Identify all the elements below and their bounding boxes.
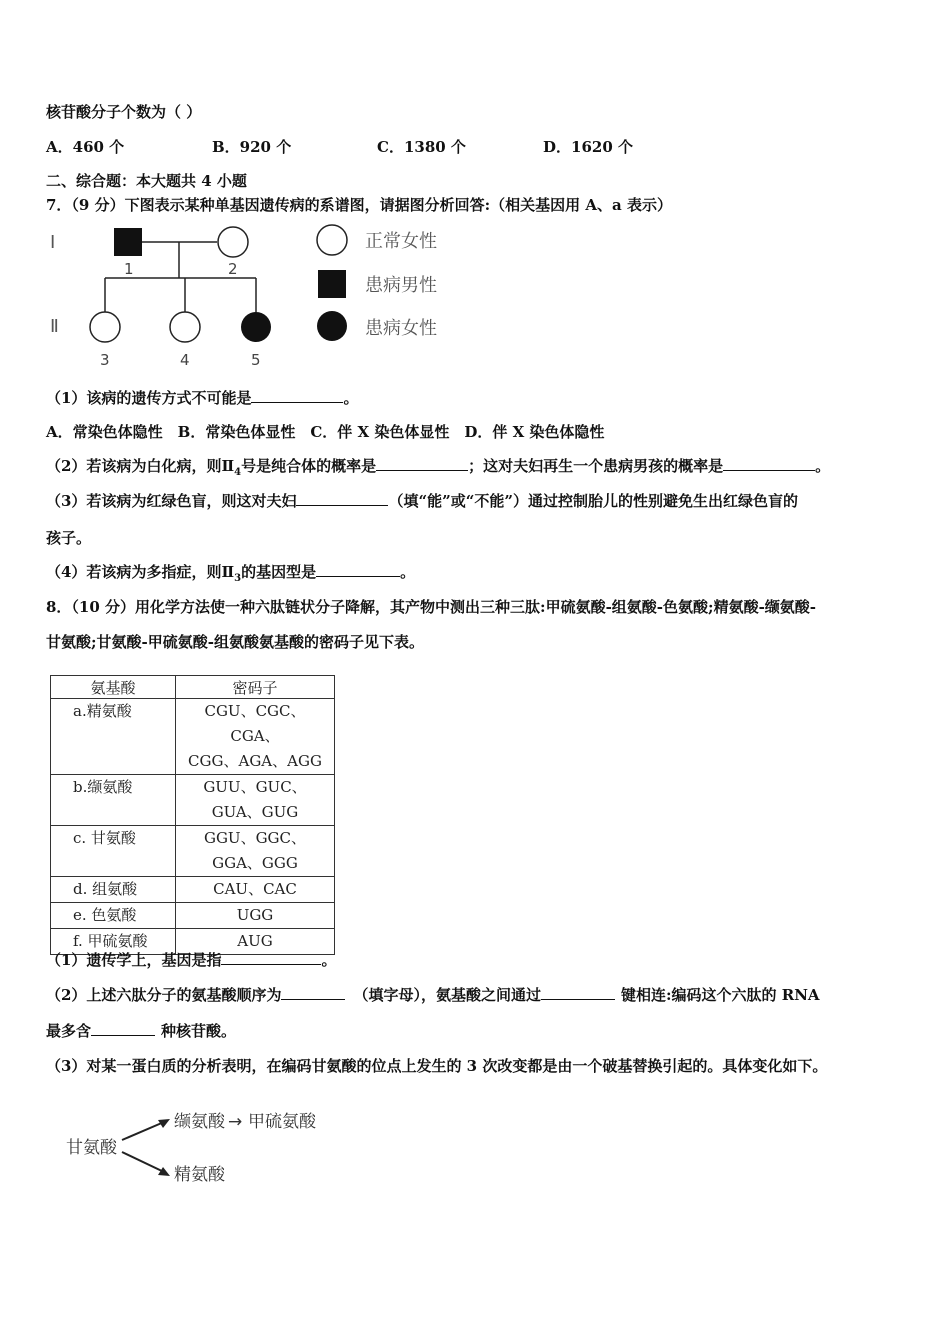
subscript: 3 — [234, 573, 242, 584]
codon-line: CGU、CGC、CGA、 — [204, 702, 306, 745]
pedigree-chart — [40, 222, 480, 372]
answer-blank[interactable] — [281, 985, 345, 1000]
answer-blank[interactable] — [316, 562, 400, 577]
answer-blank[interactable] — [376, 456, 468, 471]
methionine-label: 甲硫氨酸 — [248, 1112, 316, 1132]
individual-5-number: 5 — [251, 351, 261, 369]
q7-part-1-options: A．常染色体隐性 B．常染色体显性 C．伴 X 染色体显性 D．伴 X 染色体隐性 — [46, 423, 605, 441]
legend-affected-male-label: 患病男性 — [365, 275, 437, 296]
normal-female-2 — [218, 227, 248, 257]
q8-part-1-end: 。 — [321, 951, 337, 969]
q6-option-c: C．1380 个 — [377, 138, 466, 156]
q7-part-2-text-b: 号是纯合体的概率是 — [241, 457, 377, 475]
affected-male-1 — [114, 228, 142, 256]
codon-line: GGU、GGC、 — [203, 829, 307, 847]
normal-female-3 — [90, 312, 120, 342]
table-row — [51, 775, 335, 826]
legend-affected-female-label: 患病女性 — [365, 318, 437, 339]
answer-blank[interactable] — [91, 1021, 155, 1036]
q8-stem-line-2: 甘氨酸;甘氨酸-甲硫氨酸-组氨酸氨基酸的密码子见下表。 — [46, 633, 424, 651]
q7-part-2 — [46, 456, 830, 483]
q8-stem-line-1: 8．（10 分）用化学方法使一种六肽链状分子降解，其产物中测出三种三肽:甲硫氨酸-组氨酸-色氨酸;精氨酸-缬氨酸- — [46, 598, 817, 616]
answer-blank[interactable] — [296, 491, 388, 506]
arginine-label: 精氨酸 — [174, 1165, 225, 1185]
generation-2-label: Ⅱ — [50, 316, 59, 337]
q8-part-2 — [46, 985, 820, 1005]
amino-acid-cell: e. 色氨酸 — [51, 903, 176, 929]
q7-part-4-text-a: （4）若该病为多指症，则Ⅱ — [46, 563, 235, 581]
amino-acid-cell: a.精氨酸 — [51, 699, 176, 775]
codon-cell: UGG — [176, 903, 335, 929]
table-row — [51, 826, 335, 877]
codon-cell: CAU、CAC — [176, 877, 335, 903]
codon-line: GUA、GUG — [211, 803, 299, 821]
q7-part-2-text-a: （2）若该病为白化病，则Ⅱ — [46, 457, 235, 475]
q8-part-1 — [46, 950, 336, 970]
q7-part-4-end: 。 — [400, 563, 416, 581]
q8-part-3: （3）对某一蛋白质的分析表明，在编码甘氨酸的位点上发生的 3 次改变都是由一个破基替换引起的。具体变化如下。 — [46, 1057, 828, 1075]
individual-4-number: 4 — [180, 351, 190, 369]
q7-part-1-end: 。 — [343, 389, 359, 407]
q8-part-2-text-e: 种核苷酸。 — [161, 1022, 237, 1040]
legend-normal-female-icon — [317, 225, 347, 255]
answer-blank[interactable] — [541, 985, 615, 1000]
mutation-diagram — [60, 1100, 360, 1195]
q6-option-a: A．460 个 — [46, 138, 125, 156]
lower-arrow-head — [158, 1167, 170, 1176]
amino-acid-cell: c. 甘氨酸 — [51, 826, 176, 877]
section-heading: 二、综合题：本大题共 4 小题 — [46, 172, 247, 190]
affected-female-5 — [241, 312, 271, 342]
answer-blank[interactable] — [251, 388, 343, 403]
q7-part-4 — [46, 562, 415, 589]
valine-label: 缬氨酸 — [174, 1112, 225, 1132]
q7-part-3-cont: 孩子。 — [46, 529, 92, 547]
codon-cell — [176, 699, 335, 775]
legend-affected-female-icon — [317, 311, 347, 341]
q8-part-2-cont — [46, 1021, 236, 1041]
codon-line: GGA、GGG — [212, 854, 298, 872]
legend-normal-female-label: 正常女性 — [365, 231, 437, 252]
generation-1-label: Ⅰ — [50, 232, 56, 253]
subscript: 4 — [234, 467, 242, 478]
q8-part-2-text-b: （填字母），氨基酸之间通过 — [353, 986, 541, 1004]
answer-blank[interactable] — [723, 456, 815, 471]
q7-part-3-text-b: （填“能”或“不能”）通过控制胎儿的性别避免生出红绿色盲的 — [388, 492, 798, 510]
q7-part-1-text: （1）该病的遗传方式不可能是 — [46, 389, 252, 407]
table-header-row — [51, 676, 335, 699]
answer-blank[interactable] — [221, 950, 321, 965]
codon-table — [50, 675, 335, 955]
q6-stem-tail: 核苷酸分子个数为（ ） — [46, 103, 202, 121]
codon-cell: AUG — [176, 929, 335, 955]
legend-affected-male-icon — [318, 270, 346, 298]
lower-arrow — [122, 1152, 164, 1172]
q7-part-4-text-b: 的基因型是 — [241, 563, 317, 581]
q7-part-1 — [46, 388, 358, 408]
q6-option-b: B．920 个 — [212, 138, 292, 156]
amino-acid-cell: b.缬氨酸 — [51, 775, 176, 826]
individual-1-number: 1 — [124, 260, 134, 278]
glycine-label: 甘氨酸 — [66, 1138, 117, 1158]
amino-acid-cell: f. 甲硫氨酸 — [51, 929, 176, 955]
arrow-glyph: → — [228, 1112, 243, 1132]
q6-option-d: D．1620 个 — [543, 138, 633, 156]
q7-part-3-text-a: （3）若该病为红绿色盲，则这对夫妇 — [46, 492, 297, 510]
q8-part-2-text-a: （2）上述六肽分子的氨基酸顺序为 — [46, 986, 282, 1004]
table-header: 氨基酸 — [51, 676, 176, 699]
individual-2-number: 2 — [228, 260, 238, 278]
codon-line: CGG、AGA、AGG — [188, 752, 322, 770]
q8-part-1-text: （1）遗传学上，基因是指 — [46, 951, 222, 969]
codon-line: GUU、GUC、 — [203, 778, 307, 796]
table-row — [51, 877, 335, 903]
codon-cell — [176, 826, 335, 877]
q7-part-2-text-c: ；这对夫妇再生一个患病男孩的概率是 — [468, 457, 724, 475]
q7-stem: 7．（9 分）下图表示某种单基因遗传病的系谱图，请据图分析回答:（相关基因用 A、a 表示） — [46, 196, 672, 214]
individual-3-number: 3 — [100, 351, 110, 369]
table-header: 密码子 — [176, 676, 335, 699]
q7-part-2-end: 。 — [815, 457, 831, 475]
table-row — [51, 699, 335, 775]
codon-cell — [176, 775, 335, 826]
amino-acid-cell: d. 组氨酸 — [51, 877, 176, 903]
table-row — [51, 903, 335, 929]
q7-part-3 — [46, 491, 798, 511]
upper-arrow — [122, 1122, 164, 1140]
q8-part-2-text-d: 最多含 — [46, 1022, 92, 1040]
normal-female-4 — [170, 312, 200, 342]
q8-part-2-text-c: 键相连:编码这个六肽的 RNA — [620, 986, 820, 1004]
